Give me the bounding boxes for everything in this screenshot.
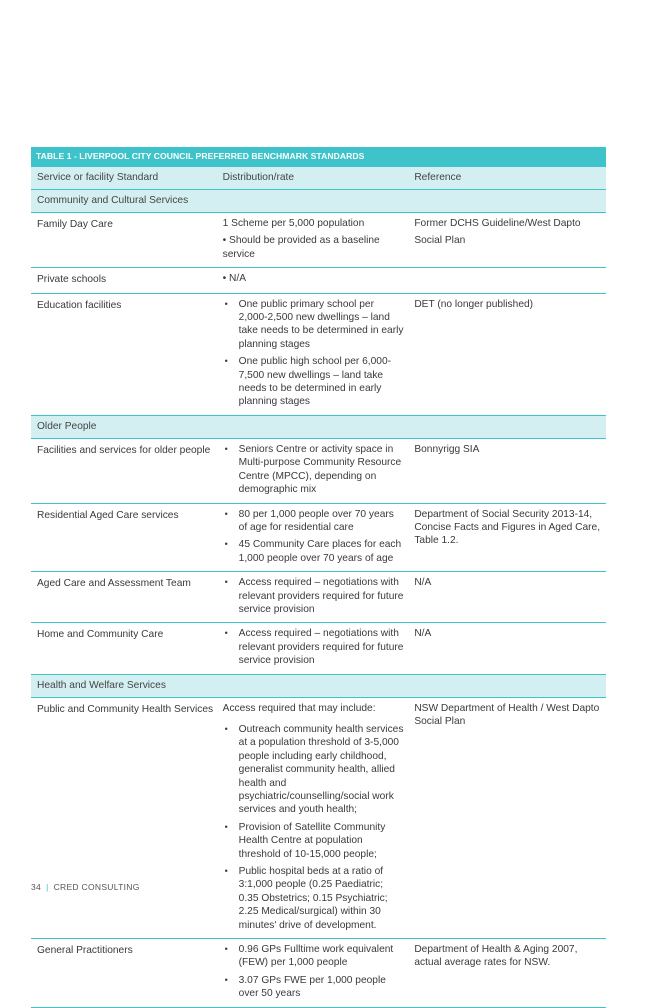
reference-cell: N/A (414, 572, 606, 623)
table-header-row (31, 167, 606, 190)
table-row (31, 293, 606, 415)
footer-org: CRED CONSULTING (53, 882, 140, 892)
benchmark-table (31, 147, 606, 1008)
page-footer (31, 882, 140, 892)
rate-bullet: • Access required – negotiations with relevant providers required for future service provision (223, 627, 405, 667)
reference-cell: N/A (414, 623, 606, 674)
footer-separator: | (46, 882, 49, 892)
rate-cell (223, 623, 415, 674)
rate-bullet: • 45 Community Care places for each 1,000 people over 70 years of age (223, 538, 405, 565)
reference-cell: Department of Social Security 2013-14, Concise Facts and Figures in Aged Care, Table 1.2. (414, 503, 606, 572)
section-health-welfare: Health and Welfare Services (31, 674, 606, 697)
service-cell: General Practitioners (31, 939, 223, 1008)
rate-bullet: • Public hospital beds at a ratio of 3:1,000 people (0.25 Paediatric; 0.35 Obstetrics; 0.15 Psychiatric; 2.25 Medical/surgical) within 30 minutes' drive of development. (223, 865, 405, 932)
table-row (31, 623, 606, 674)
table-row (31, 438, 606, 503)
reference-text: Former DCHS Guideline/West Dapto (414, 218, 581, 229)
reference-text: Social Plan (414, 235, 466, 247)
section-row (31, 190, 606, 213)
rate-bullet: • Provision of Satellite Community Health Centre at population threshold of 10-15,000 people; (223, 821, 405, 861)
rate-bullet: • 3.07 GPs FWE per 1,000 people over 50 years (223, 974, 405, 1001)
header-reference: Reference (414, 167, 606, 190)
service-cell: Private schools (31, 268, 223, 293)
page-number: 34 (31, 882, 42, 892)
rate-cell: • N/A (223, 268, 415, 293)
rate-text: 1 Scheme per 5,000 population (222, 218, 365, 229)
reference-cell: DET (no longer published) (414, 293, 606, 415)
rate-cell (223, 939, 415, 1008)
reference-cell (414, 213, 606, 268)
header-rate: Distribution/rate (223, 167, 415, 190)
table-row (31, 697, 606, 939)
reference-cell: Department of Health & Aging 2007, actual average rates for NSW. (414, 939, 606, 1008)
rate-intro: Access required that may include: (222, 702, 376, 714)
rate-bullet: • One public high school per 6,000-7,500 new dwellings – land take needs to be determined in early planning stages (223, 355, 405, 409)
rate-cell (223, 697, 415, 939)
rate-cell (223, 438, 415, 503)
service-cell: Public and Community Health Services (31, 697, 223, 939)
table-title-row (31, 147, 606, 167)
table-title: TABLE 1 - LIVERPOOL CITY COUNCIL PREFERRED BENCHMARK STANDARDS (31, 147, 606, 167)
reference-cell: Bonnyrigg SIA (414, 438, 606, 503)
service-cell: Home and Community Care (31, 623, 223, 674)
rate-bullet: • Outreach community health services at a population threshold of 3-5,000 people including early childhood, generalist community health, allied health and psychiatric/counselling/social work services and youth health; (223, 723, 405, 817)
rate-cell (223, 293, 415, 415)
service-cell: Aged Care and Assessment Team (31, 572, 223, 623)
table-row (31, 503, 606, 572)
service-cell: Facilities and services for older people (31, 438, 223, 503)
rate-bullet: • Seniors Centre or activity space in Multi-purpose Community Resource Centre (MPCC), depending on demographic mix (223, 443, 405, 497)
table-row (31, 213, 606, 268)
rate-bullet: • 80 per 1,000 people over 70 years of age for residential care (223, 508, 405, 535)
rate-bullet: • One public primary school per 2,000-2,500 new dwellings – land take needs to be determined in early planning stages (223, 298, 405, 352)
section-older-people: Older People (31, 415, 606, 438)
service-cell: Residential Aged Care services (31, 503, 223, 572)
section-row (31, 415, 606, 438)
rate-text: • Should be provided as a baseline service (222, 235, 380, 260)
rate-cell (223, 572, 415, 623)
section-row (31, 674, 606, 697)
table-row (31, 268, 606, 293)
service-cell: Education facilities (31, 293, 223, 415)
service-cell: Family Day Care (31, 213, 223, 268)
reference-cell: NSW Department of Health / West Dapto Social Plan (414, 697, 606, 939)
header-service: Service or facility Standard (31, 167, 223, 190)
section-community: Community and Cultural Services (31, 190, 606, 213)
table-row (31, 939, 606, 1008)
rate-cell (223, 503, 415, 572)
rate-cell (223, 213, 415, 268)
rate-bullet: • Access required – negotiations with relevant providers required for future service provision (223, 576, 405, 616)
reference-cell (414, 268, 606, 293)
table-row (31, 572, 606, 623)
rate-bullet: • 0.96 GPs Fulltime work equivalent (FEW) per 1,000 people (223, 943, 405, 970)
